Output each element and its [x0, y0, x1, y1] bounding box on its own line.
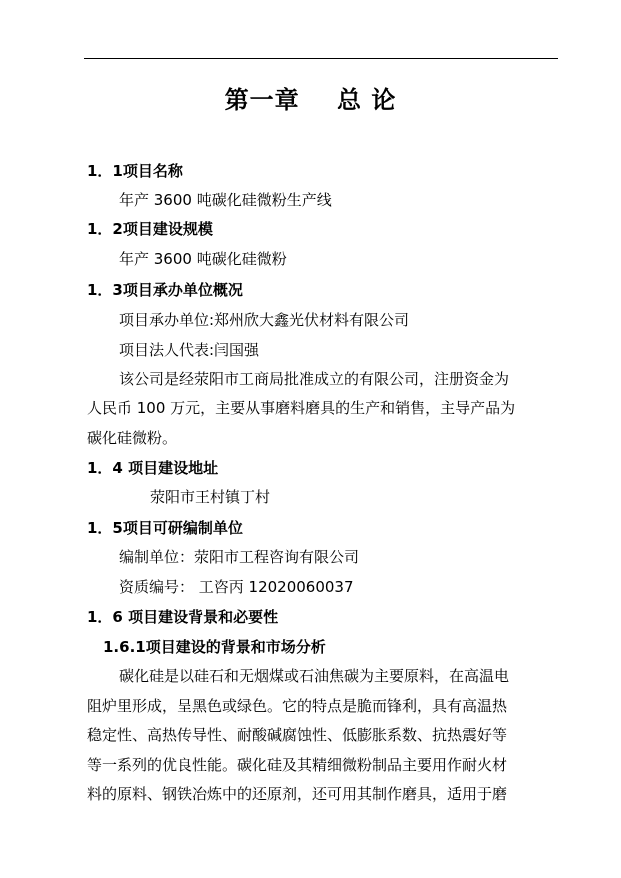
section-heading: 1．6 项目建设背景和必要性: [87, 608, 279, 626]
section-heading: 1．2项目建设规模: [87, 220, 213, 238]
body-text-line: 阻炉里形成，呈黑色或绿色。它的特点是脆而锋利，具有高温热: [87, 697, 508, 715]
body-text-line: 人民币 100 万元，主要从事磨料磨具的生产和销售，主导产品为: [87, 399, 516, 417]
body-text-line: 该公司是经荥阳市工商局批准成立的有限公司，注册资金为: [119, 370, 510, 388]
body-text-line: 项目法人代表:闫国强: [119, 341, 260, 359]
body-text-line: 年产 3600 吨碳化硅微粉生产线: [119, 191, 332, 209]
body-text-line: 料的原料、钢铁冶炼中的还原剂，还可用其制作磨具，适用于磨: [87, 785, 508, 803]
body-text-line: 资质编号： 工咨丙 12020060037: [119, 578, 354, 596]
section-heading: 1．3项目承办单位概况: [87, 281, 243, 299]
body-text-line: 年产 3600 吨碳化硅微粉: [119, 250, 287, 268]
section-heading: 1．5项目可研编制单位: [87, 519, 243, 537]
section-heading: 1．4 项目建设地址: [87, 459, 219, 477]
body-text-line: 荥阳市王村镇丁村: [150, 488, 271, 506]
section-heading: 1．1项目名称: [87, 162, 183, 180]
section-heading: 1.6.1项目建设的背景和市场分析: [103, 638, 326, 656]
chapter-title: 第一章 总 论: [224, 86, 397, 114]
body-text-line: 编制单位：荥阳市工程咨询有限公司: [119, 548, 360, 566]
body-text-line: 碳化硅微粉。: [87, 429, 178, 447]
body-text-line: 稳定性、高热传导性、耐酸碱腐蚀性、低膨胀系数、抗热震好等: [87, 726, 508, 744]
body-text-line: 等一系列的优良性能。碳化硅及其精细微粉制品主要用作耐火材: [87, 756, 508, 774]
body-text-line: 碳化硅是以硅石和无烟煤或石油焦碳为主要原料，在高温电: [119, 667, 510, 685]
header-rule: [84, 58, 558, 59]
body-text-line: 项目承办单位:郑州欣大鑫光伏材料有限公司: [119, 311, 410, 329]
